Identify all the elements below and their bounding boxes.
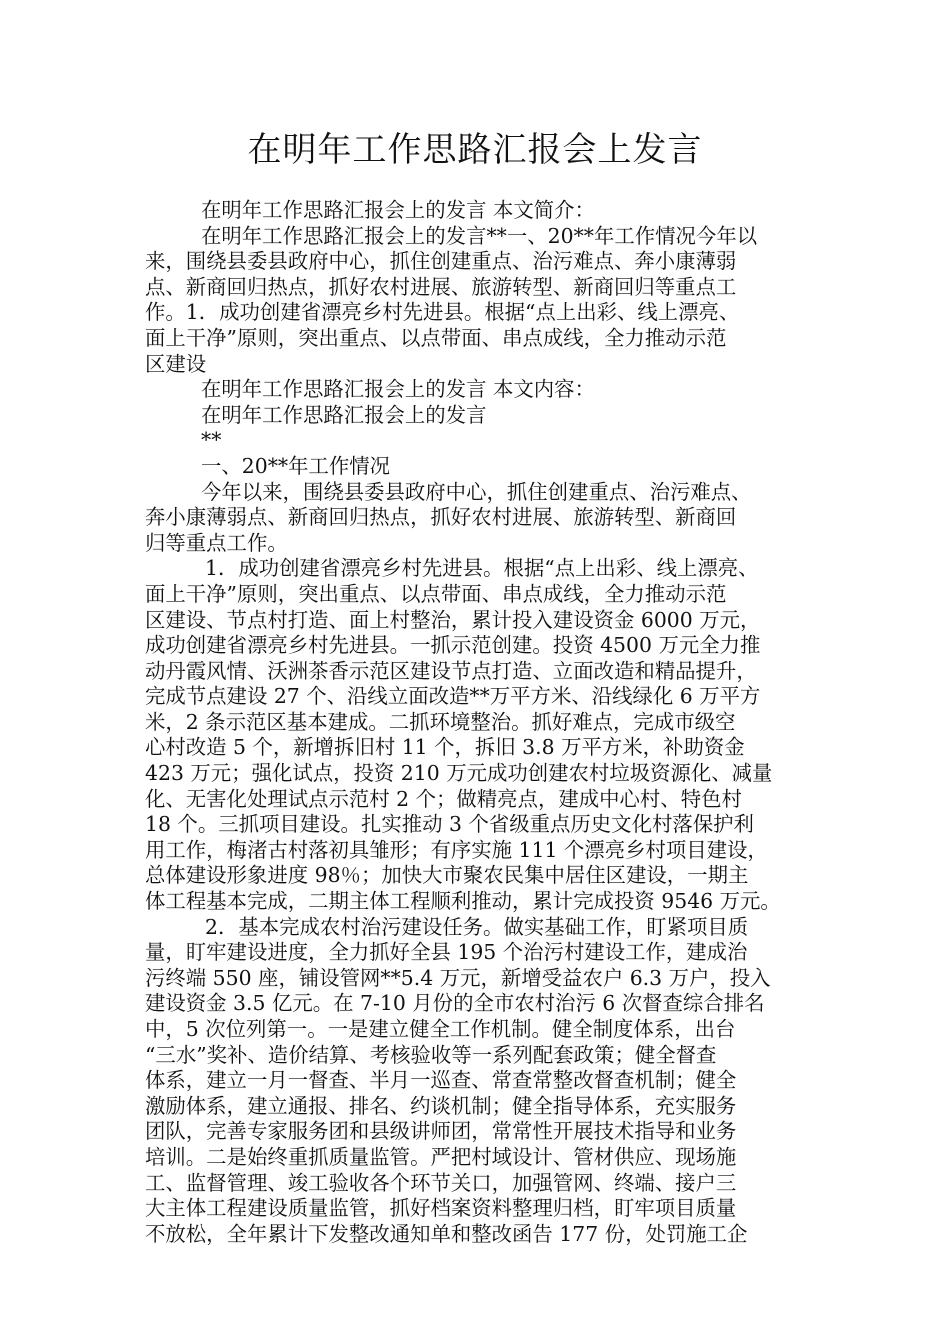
text-line: 污终端 550 座，铺设管网**5.4 万元，新增受益农户 6.3 万户，投入 xyxy=(145,965,771,990)
text-line: 区建设、节点村打造、面上村整治，累计投入建设资金 6000 万元， xyxy=(145,607,761,632)
text-line: 工、监督管理、竣工验收各个环节关口，加强管网、终端、接户三 xyxy=(145,1170,737,1195)
text-line: 423 万元；强化试点，投资 210 万元成功创建农村垃圾资源化、减量 xyxy=(145,761,773,786)
document-title: 在明年工作思路汇报会上发言 xyxy=(247,130,703,170)
text-line: 归等重点工作。 xyxy=(145,530,288,555)
text-line: 不放松，全年累计下发整改通知单和整改函告 177 份，处罚施工企 xyxy=(145,1221,748,1246)
text-line: 作。1．成功创建省漂亮乡村先进县。根据“点上出彩、线上漂亮、 xyxy=(145,300,740,325)
text-line: 在明年工作思路汇报会上的发言 xyxy=(201,402,487,427)
text-line: 成功创建省漂亮乡村先进县。一抓示范创建。投资 4500 万元全力推 xyxy=(145,633,761,658)
text-line: 体工程基本完成，二期主体工程顺利推动，累计完成投资 9546 万元。 xyxy=(145,889,781,914)
text-line: 体系，建立一月一督查、半月一巡查、常查常整改督查机制；健全 xyxy=(145,1068,737,1093)
text-line: 面上干净”原则，突出重点、以点带面、串点成线，全力推动示范 xyxy=(145,325,727,350)
text-line: 完成节点建设 27 个、沿线立面改造**万平方米、沿线绿化 6 万平方 xyxy=(145,684,761,709)
text-line: “三水”奖补、造价结算、考核验收等一系列配套政策；健全督查 xyxy=(145,1042,717,1067)
text-line: ** xyxy=(201,428,222,453)
text-line: 在明年工作思路汇报会上的发言**一、20**年工作情况今年以 xyxy=(201,223,758,248)
text-line: 来，围绕县委县政府中心，抓住创建重点、治污难点、奔小康薄弱 xyxy=(145,249,737,274)
text-line: 激励体系，建立通报、排名、约谈机制；健全指导体系，充实服务 xyxy=(145,1093,737,1118)
text-line: 点、新商回归热点，抓好农村进展、旅游转型、新商回归等重点工 xyxy=(145,274,737,299)
text-line: 今年以来，围绕县委县政府中心，抓住创建重点、治污难点、 xyxy=(201,479,752,504)
document-body xyxy=(145,198,810,1247)
text-line: 米，2 条示范区基本建成。二抓环境整治。抓好难点，完成市级空 xyxy=(145,709,736,734)
text-line: 奔小康薄弱点、新商回归热点，抓好农村进展、旅游转型、新商回 xyxy=(145,505,737,530)
text-line: 总体建设形象进度 98％；加快大市聚农民集中居住区建设，一期主 xyxy=(145,863,749,888)
text-line: 建设资金 3.5 亿元。在 7-10 月份的全市农村治污 6 次督查综合排名 xyxy=(145,991,765,1016)
text-line: 在明年工作思路汇报会上的发言 本文简介： xyxy=(201,198,595,222)
text-line: 心村改造 5 个，新增拆旧村 11 个，拆旧 3.8 万平方米，补助资金 xyxy=(145,735,745,760)
text-line: 动丹霞风情、沃洲茶香示范区建设节点打造、立面改造和精品提升， xyxy=(145,658,757,683)
text-line: 大主体工程建设质量监管，抓好档案资料整理归档，盯牢项目质量 xyxy=(145,1196,737,1221)
text-line: 在明年工作思路汇报会上的发言 本文内容： xyxy=(201,377,595,402)
text-line: 面上干净”原则，突出重点、以点带面、串点成线，全力推动示范 xyxy=(145,581,727,606)
text-line: 18 个。三抓项目建设。扎实推动 3 个省级重点历史文化村落保护利 xyxy=(145,812,754,837)
text-line: 中，5 次位列第一。一是建立健全工作机制。健全制度体系，出台 xyxy=(145,1017,736,1041)
text-line: 用工作，梅渚古村落初具雏形；有序实施 111 个漂亮乡村项目建设， xyxy=(145,837,768,862)
text-line: 2．基本完成农村治污建设任务。做实基础工作，盯紧项目质 xyxy=(205,914,749,939)
text-line: 1．成功创建省漂亮乡村先进县。根据“点上出彩、线上漂亮、 xyxy=(205,556,759,581)
text-line: 量，盯牢建设进度，全力抓好全县 195 个治污村建设工作，建成治 xyxy=(145,940,748,965)
section-heading: 一、20**年工作情况 xyxy=(201,453,391,478)
text-line: 团队，完善专家服务团和县级讲师团，常常性开展技术指导和业务 xyxy=(145,1119,737,1144)
text-line: 培训。二是始终重抓质量监管。严把村域设计、管材供应、现场施 xyxy=(145,1144,737,1169)
text-line: 区建设 xyxy=(145,351,207,376)
text-line: 化、无害化处理试点示范村 2 个；做精亮点，建成中心村、特色村 xyxy=(145,786,742,811)
